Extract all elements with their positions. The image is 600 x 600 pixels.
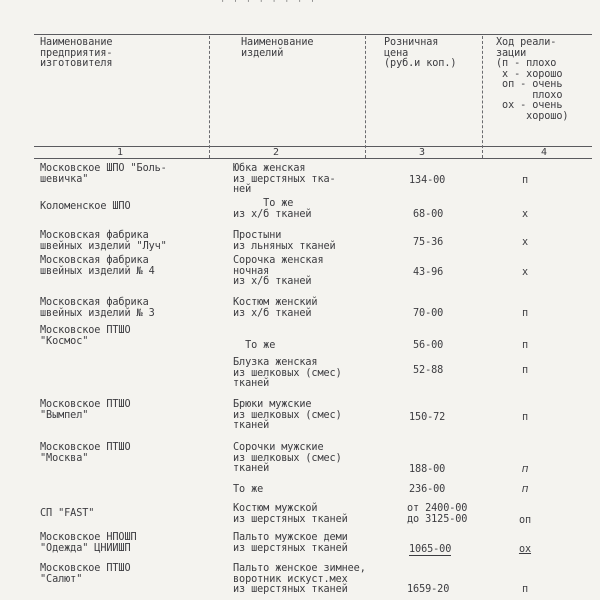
row-5-product: То же (233, 340, 276, 351)
row-0-mark: п (521, 175, 529, 186)
row-10-maker (40, 509, 94, 520)
row-7-product: Брюки мужские из шелковых (смес) тканей (233, 399, 342, 431)
row-0-price: 134-00 (409, 175, 446, 186)
row-5-maker: Московское ПТШО "Космос" (40, 325, 131, 347)
row-2-product: Простыни из льняных тканей (233, 230, 336, 252)
row-1-product: То же из х/б тканей (233, 198, 312, 220)
row-1-maker: Коломенское ШПО (40, 201, 131, 212)
column-number-2: 2 (272, 147, 280, 158)
row-3-maker: Московская фабрика швейных изделий № 4 (40, 255, 155, 277)
row-0-product: Юбка женская из шерстяных тка- ней (233, 163, 336, 195)
row-7-price: 150-72 (409, 412, 446, 423)
row-5-price: 56-00 (413, 340, 444, 351)
row-5-mark: п (521, 340, 529, 351)
row-8-maker: Московское ПТШО "Москва" (40, 442, 131, 464)
header-separator-3 (482, 36, 483, 158)
row-2-maker: Московская фабрика швейных изделий "Луч" (40, 230, 167, 252)
column-number-3: 3 (418, 147, 426, 158)
top-cropped-text: ' ' ' ' ' ' ' ' (220, 0, 317, 8)
row-10-product: Костюм мужской из шерстяных тканей (233, 503, 348, 525)
header-price: Розничная цена (руб.и коп.) (384, 37, 457, 69)
row-8-price: 188-00 (409, 464, 446, 475)
row-7-mark: п (521, 412, 529, 423)
row-4-price: 70-00 (413, 308, 444, 319)
row-1-price: 68-00 (413, 209, 444, 220)
row-12-product: Пальто женское зимнее, воротник искуст.мех из шерстяных тканей (233, 563, 366, 595)
row-8-mark: п (521, 464, 529, 475)
row-6-price: 52-88 (413, 365, 444, 376)
row-10-maker-text: СП "FAST" (40, 508, 95, 519)
row-12-price: 1659-20 (407, 584, 450, 595)
row-3-product: Сорочка женская ночная из х/б тканей (233, 255, 324, 287)
row-6-mark: п (521, 365, 529, 376)
row-3-price: 43-96 (413, 267, 444, 278)
row-8-product: Сорочки мужские из шелковых (смес) тканей (233, 442, 342, 474)
row-12-maker: Московское ПТШО "Салют" (40, 563, 131, 585)
header-separator-2 (365, 36, 366, 158)
header-top-rule (34, 34, 592, 35)
row-11-price (409, 545, 451, 556)
row-12-mark: п (521, 584, 529, 595)
row-10-mark: оп (518, 515, 532, 526)
row-2-mark: х (521, 237, 529, 248)
header-separator-1 (209, 36, 210, 158)
row-11-mark-text: ох (518, 544, 532, 555)
row-4-product: Костюм женский из х/б тканей (233, 297, 318, 319)
row-3-mark: х (521, 267, 529, 278)
column-number-1: 1 (116, 147, 124, 158)
row-4-mark: п (521, 308, 529, 319)
row-2-price: 75-36 (413, 237, 444, 248)
header-product: Наименование изделий (241, 37, 314, 59)
row-4-maker: Московская фабрика швейных изделий № 3 (40, 297, 155, 319)
row-6-product: Блузка женская из шелковых (смес) тканей (233, 357, 342, 389)
row-9-mark: п (521, 484, 529, 495)
row-9-price: 236-00 (409, 484, 446, 495)
row-11-maker: Московское НПОШП "Одежда" ЦНИИШП (40, 532, 137, 554)
row-9-product: То же (233, 484, 264, 495)
row-0-maker: Московское ШПО "Боль- шевичка" (40, 163, 167, 185)
header-sales: Ход реали- зации (п - плохо х - хорошо оп - очень плохо ох - очень хорошо) (496, 37, 569, 122)
row-11-product: Пальто мужское деми из шерстяных тканей (233, 532, 348, 554)
column-number-4: 4 (540, 147, 548, 158)
row-11-mark (510, 545, 540, 556)
row-11-price-text: 1065-00 (409, 544, 452, 555)
header-maker: Наименование предприятия- изготовителя (40, 37, 113, 69)
column-number-rule (34, 158, 592, 159)
row-10-price: от 2400-00 до 3125-00 (407, 503, 468, 525)
row-1-mark: х (521, 209, 529, 220)
row-7-maker: Московское ПТШО "Вымпел" (40, 399, 131, 421)
